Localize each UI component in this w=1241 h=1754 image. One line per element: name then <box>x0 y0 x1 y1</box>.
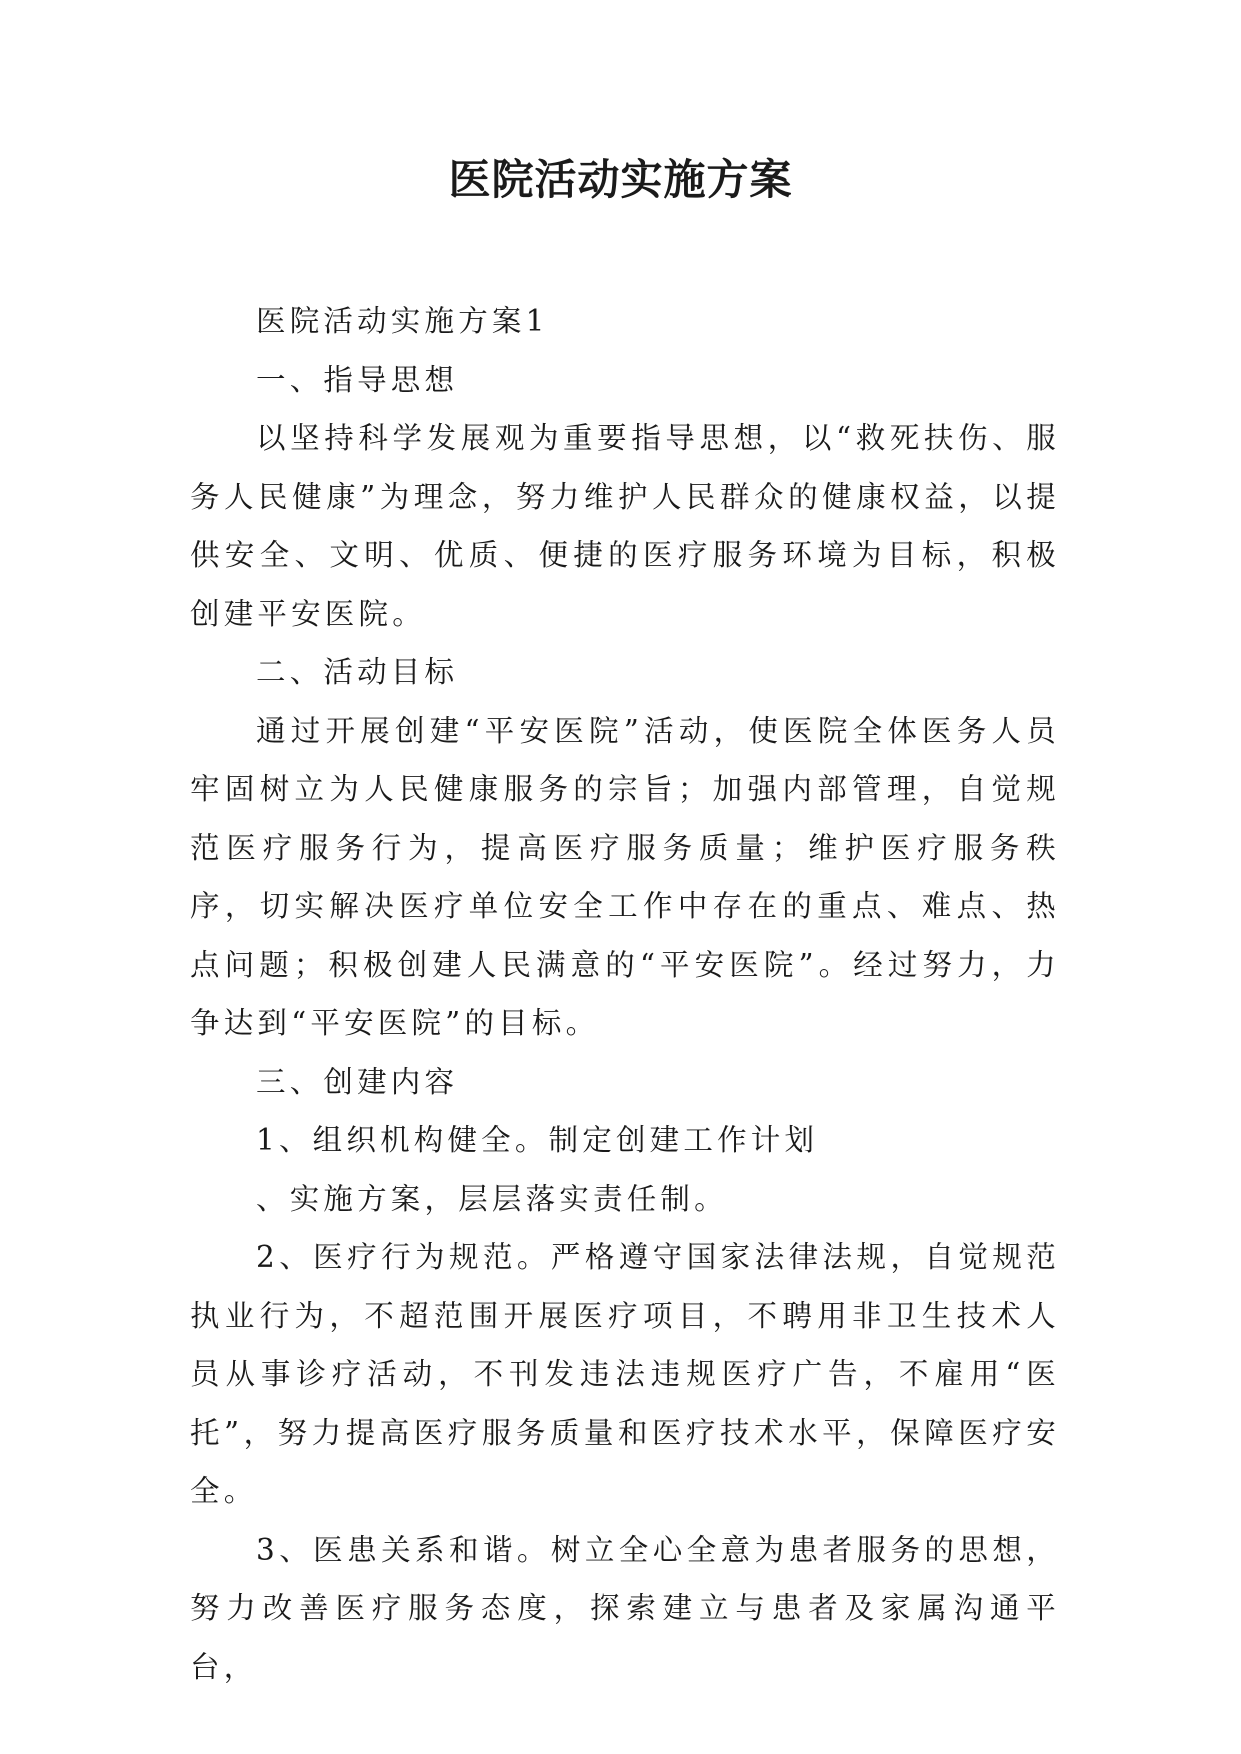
paragraph: 以坚持科学发展观为重要指导思想，以“救死扶伤、服务人民健康”为理念，努力维护人民群众的健康权益，以提供安全、文明、优质、便捷的医疗服务环境为目标，积极创建平安医院。 <box>190 421 1060 631</box>
paragraph: 通过开展创建“平安医院”活动，使医院全体医务人员牢固树立为人民健康服务的宗旨；加强内部管理，自觉规范医疗服务行为，提高医疗服务质量；维护医疗服务秩序，切实解决医疗单位安全工作中存在的重点、难点、热点问题；积极创建人民满意的“平安医院”。经过努力，力争达到“平安医院”的目标。 <box>190 713 1060 1040</box>
list-item-continuation: 、实施方案，层层落实责任制。 <box>256 1181 728 1216</box>
section-heading: 三、创建内容 <box>256 1064 459 1099</box>
section-heading: 二、活动目标 <box>256 655 459 689</box>
document-body <box>190 292 1060 1696</box>
list-item: 3、医患关系和谐。树立全心全意为患者服务的思想，努力改善医疗服务态度，探索建立与患者及家属沟通平台， <box>190 1532 1060 1684</box>
list-item: 1、组织机构健全。制定创建工作计划 <box>256 1123 819 1157</box>
document-title: 医院活动实施方案 <box>448 155 793 204</box>
list-item: 2、医疗行为规范。严格遵守国家法律法规，自觉规范执业行为，不超范围开展医疗项目，不聘用非卫生技术人员从事诊疗活动，不刊发违法违规医疗广告，不雇用“医托”，努力提高医疗服务质量和医疗技术水平，保障医疗安全。 <box>190 1240 1060 1508</box>
section-heading: 一、指导思想 <box>256 362 459 397</box>
section-heading: 医院活动实施方案1 <box>256 304 549 338</box>
